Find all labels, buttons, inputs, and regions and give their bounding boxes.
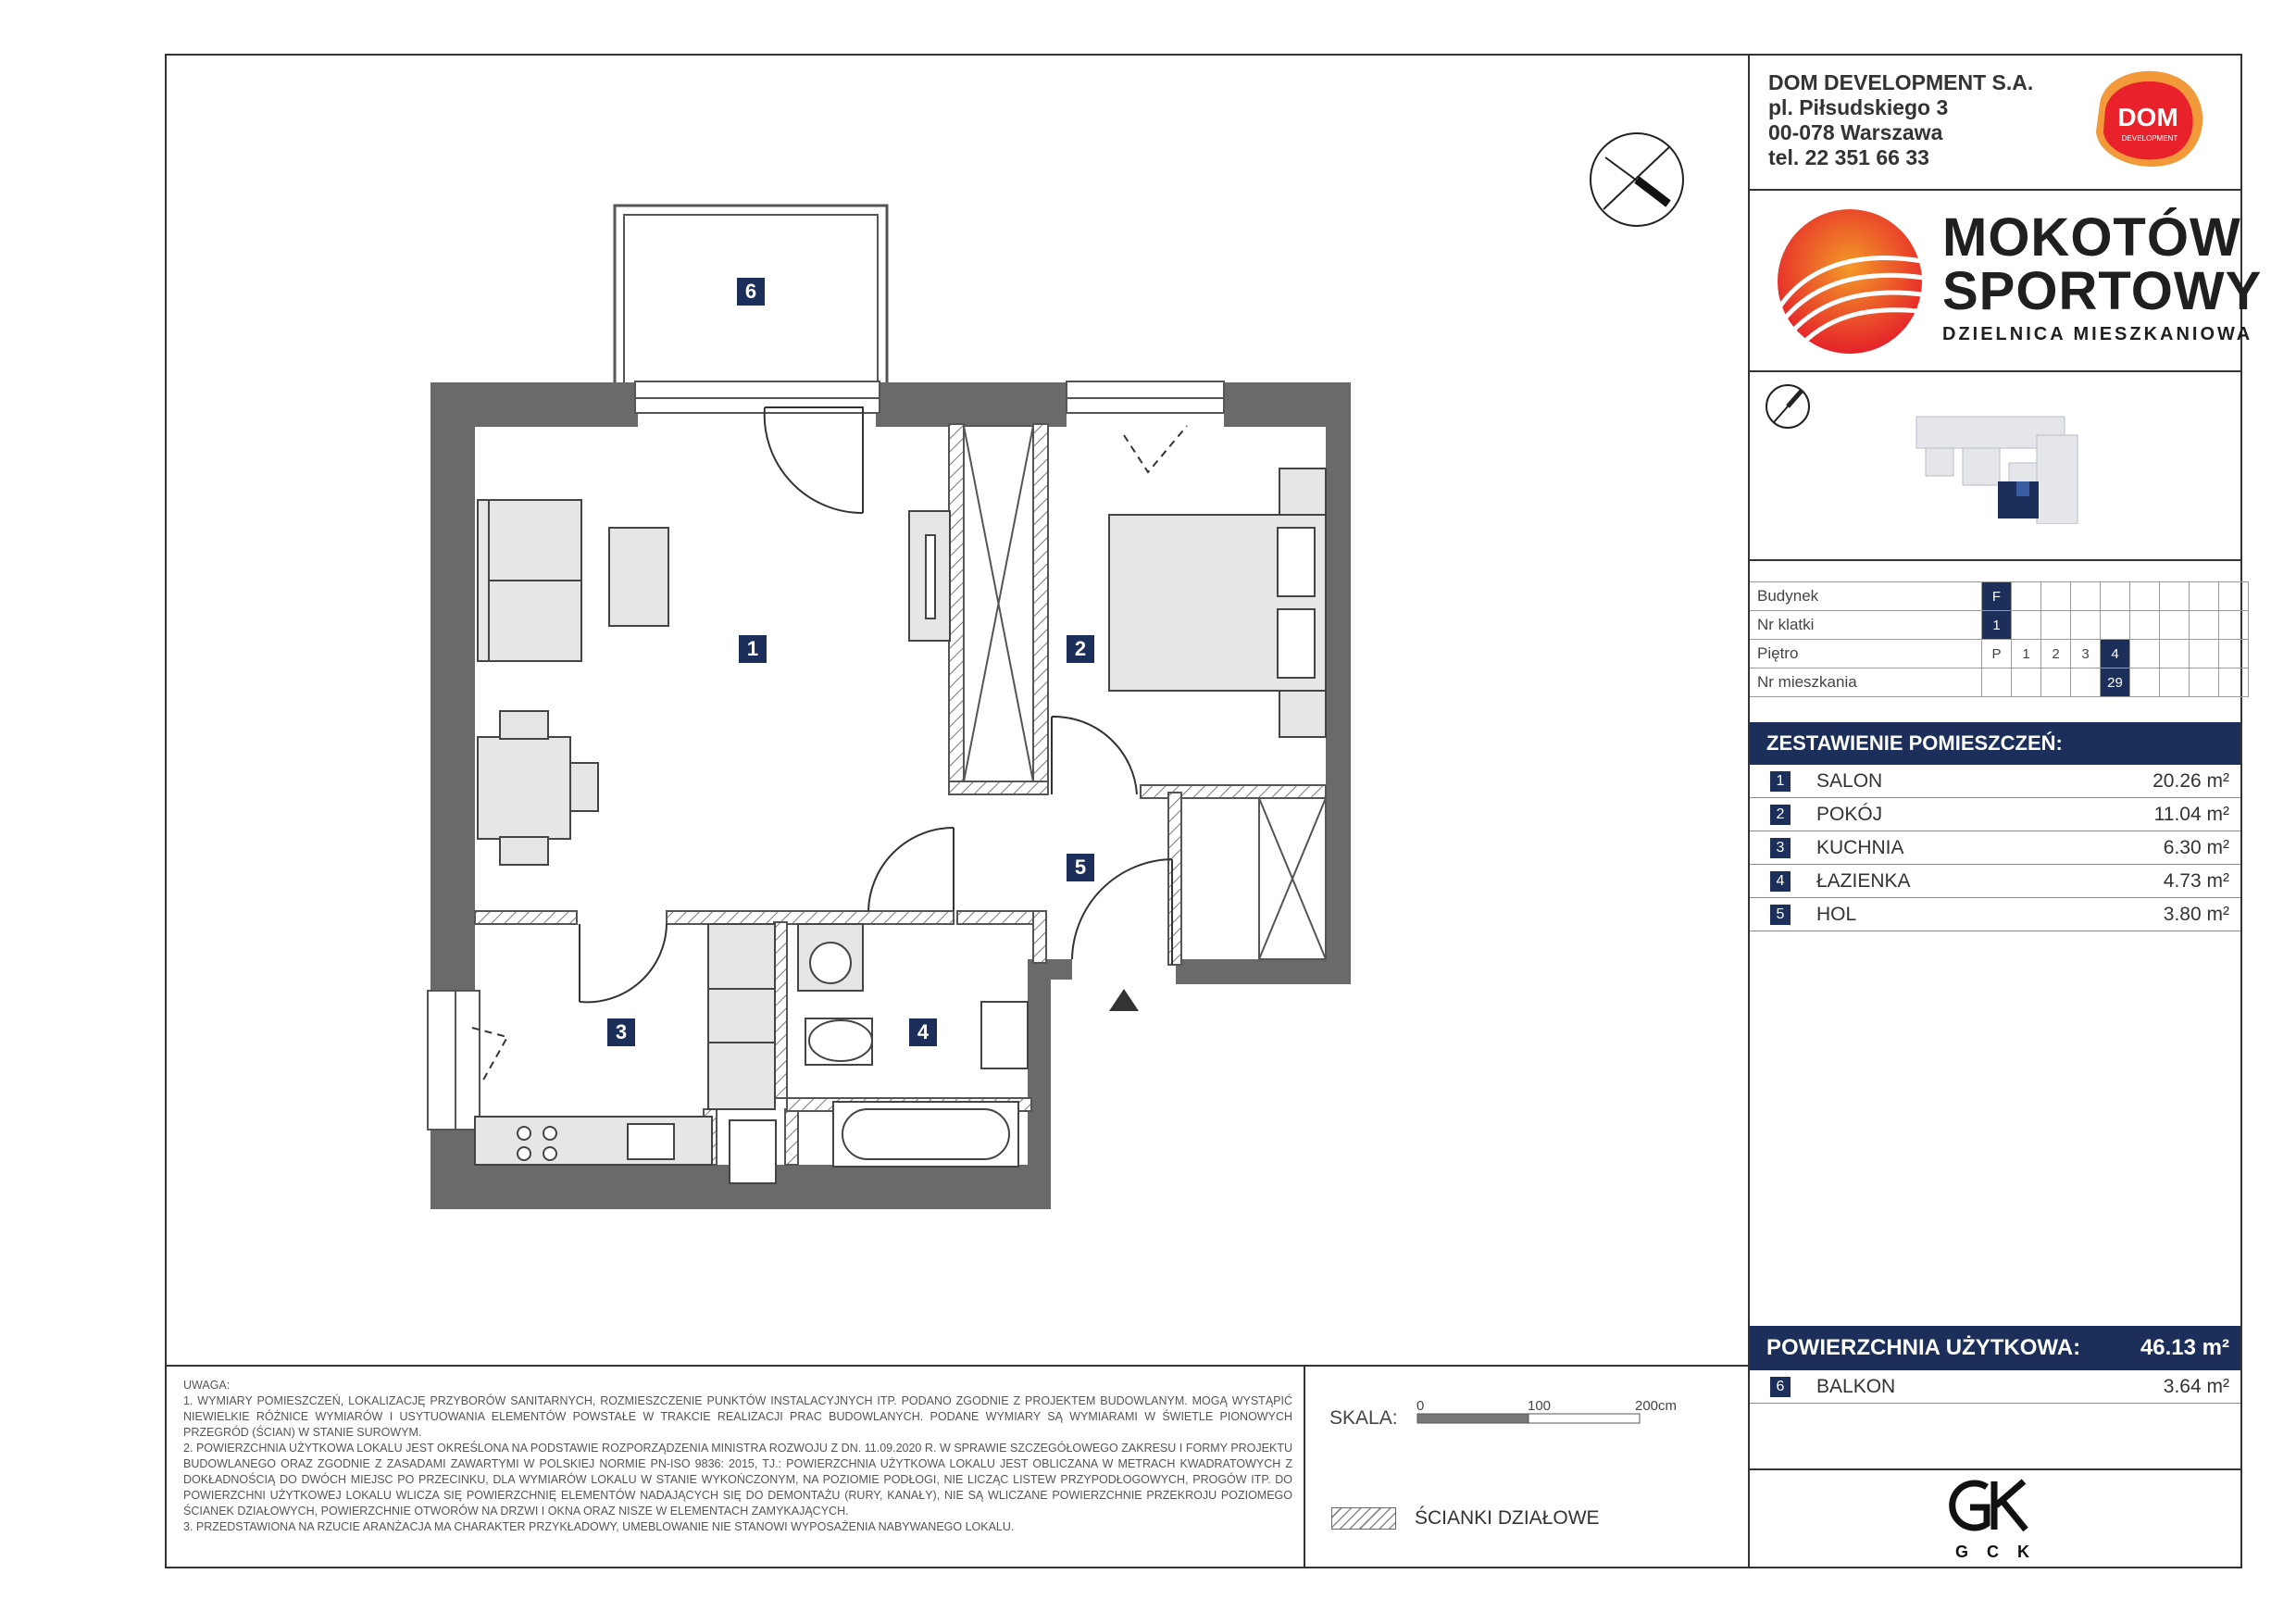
company-info [1768, 70, 2033, 170]
plan-label-3: 3 [607, 1018, 635, 1046]
floor-option-4: 4 [2101, 640, 2130, 668]
scale-label: SKALA: [1329, 1407, 1398, 1429]
room-name: SALON [1816, 770, 1883, 792]
floor-option-3: 3 [2071, 640, 2101, 668]
company-street: pl. Piłsudskiego 3 [1768, 95, 1949, 119]
apartment-value: 29 [2101, 668, 2130, 697]
room-row-pokoj [1750, 798, 2240, 831]
panel-hline-3 [1748, 559, 2242, 561]
room-area: 11.04 m² [2153, 804, 2229, 825]
room-row-lazienka [1750, 865, 2240, 898]
compass-icon [1587, 130, 1687, 230]
room-area: 20.26 m² [2152, 770, 2229, 792]
plan-label-5: 5 [1067, 854, 1094, 881]
wardrobes [964, 426, 1326, 959]
scale-tick-200: 200cm [1635, 1398, 1678, 1414]
floor-label: Piętro [1750, 640, 1982, 668]
furniture [475, 468, 1326, 1183]
room-number: 2 [1770, 805, 1791, 825]
scale-tick-0: 0 [1416, 1398, 1425, 1414]
room-area: 4.73 m² [2163, 870, 2229, 892]
company-city: 00-078 Warszawa [1768, 120, 1943, 144]
room-name: KUCHNIA [1816, 837, 1904, 858]
room-name: POKÓJ [1816, 804, 1883, 825]
rooms-header: ZESTAWIENIE POMIESZCZEŃ: [1750, 722, 2240, 765]
room-name: BALKON [1816, 1376, 1896, 1397]
dom-development-logo [2090, 67, 2207, 170]
scale-divider [1304, 1365, 1305, 1568]
total-area-bar [1750, 1326, 2240, 1370]
room-area: 3.64 m² [2163, 1376, 2229, 1397]
room-number: 3 [1770, 838, 1791, 858]
notes [183, 1378, 1292, 1535]
partition-wall-legend-text: ŚCIANKI DZIAŁOWE [1415, 1507, 1600, 1529]
gck-letters: GCK [1955, 1543, 2048, 1561]
room-row-hol [1750, 898, 2240, 931]
room-row-balkon [1750, 1370, 2240, 1404]
staircase-row [1750, 611, 2249, 640]
partition-wall-legend-swatch [1331, 1507, 1396, 1530]
room-area: 3.80 m² [2163, 904, 2229, 925]
room-row-kuchnia [1750, 831, 2240, 865]
notes-title: UWAGA: [183, 1379, 231, 1392]
gck-logo [1944, 1476, 2046, 1535]
scale-tick-100: 100 [1528, 1398, 1552, 1414]
notes-divider [165, 1365, 1750, 1367]
apartment-label: Nr mieszkania [1750, 668, 1982, 697]
brand-subtitle: DZIELNICA MIESZKANIOWA [1942, 324, 2253, 344]
panel-hline-1 [1748, 189, 2242, 191]
room-number: 4 [1770, 871, 1791, 892]
staircase-value: 1 [1982, 611, 2012, 640]
company-phone: tel. 22 351 66 33 [1768, 145, 1929, 169]
dom-logo-sub: DEVELOPMENT [2121, 134, 2178, 143]
plan-label-4: 4 [909, 1018, 937, 1046]
note-1: 1. WYMIARY POMIESZCZEŃ, LOKALIZACJĘ PRZYBORÓW SANITARNYCH, ROZMIESZCZENIE PUNKTÓW INSTALACYJNYCH ITP. PODANO ZGODNIE Z PROJEKTEM BUDOWLANYM. MOGĄ WYSTĄPIĆ NIEWIELKIE RÓŻNICE WYMIARÓW I USYTUOWANIA ELEMENTÓW POWSTAŁE W TRAKCIE REALIZACJI PRAC BUDOWLANYCH. PODANE WYMIARY SĄ WYMIARAMI W ŚWIETLE PIONOWYCH PRZEGRÓD (ŚCIAN) W STANIE SUROWYM. [183, 1394, 1292, 1439]
floor-option-2: 2 [2041, 640, 2071, 668]
room-number: 5 [1770, 905, 1791, 925]
floor-row [1750, 640, 2249, 668]
brand-line2: SPORTOWY [1942, 261, 2263, 321]
room-area: 6.30 m² [2163, 837, 2229, 858]
plan-label-6: 6 [737, 278, 765, 306]
mokotow-logo-mark [1774, 206, 1926, 357]
scale-bar [1416, 1413, 1659, 1426]
room-number: 6 [1770, 1377, 1791, 1397]
unit-info-table [1750, 581, 2249, 697]
plan-label-1: 1 [739, 635, 767, 663]
building-label: Budynek [1750, 582, 1982, 611]
floor-plan [426, 204, 1352, 1222]
note-2: 2. POWIERZCHNIA UŻYTKOWA LOKALU JEST OKREŚLONA NA PODSTAWIE ROZPORZĄDZENIA MINISTRA ROZWOJU Z DN. 11.09.2020 R. W SPRAWIE SZCZEGÓŁOWEGO ZAKRESU I FORMY PROJEKTU BUDOWLANEGO ORAZ ZGODNIE Z ZASADAMI ZAWARTYMI W POLSKIEJ NORMIE PN-ISO 9836: 2015, TJ.: POWIERZCHNIA UŻYTKOWA LOKALU JEST OBLICZANA W METRACH KWADRATOWYCH Z DOKŁADNOŚCIĄ DO DWÓCH MIEJSC PO PRZECINKU, DLA WYMIARÓW LOKALU W STANIE WYKOŃCZONYM, NA POZIOMIE PODŁOGI, NIE LICZĄC LISTEW PRZYPODŁOGOWYCH, PROGÓW ITP. DO POWIERZCHNI UŻYTKOWEJ LOKALU WLICZA SIĘ POWIERZCHNIĘ ELEMENTÓW NADAJĄCYCH SIĘ DO DEMONTAŻU (RURY, KANAŁY), NIE SĄ WLICZANE POWIERZCHNIE PRZEKROJU POZIOMEGO ŚCIANEK DZIAŁOWYCH, POWIERZCHNIE OTWORÓW NA DRZWI I OKNA ORAZ NISZE W ELEMENTACH ZAMYKAJĄCYCH. [183, 1442, 1292, 1518]
panel-hline-4 [1748, 1468, 2242, 1470]
total-area-label: POWIERZCHNIA UŻYTKOWA: [1766, 1335, 2081, 1360]
floor-option-1: 1 [2012, 640, 2041, 668]
brand-line1: MOKOTÓW [1942, 207, 2241, 268]
building-row [1750, 582, 2249, 611]
plan-label-2: 2 [1067, 635, 1094, 663]
dom-logo-text: DOM [2117, 103, 2178, 131]
panel-hline-2 [1748, 370, 2242, 372]
total-area-value: 46.13 m² [2140, 1335, 2229, 1360]
key-plan [1907, 407, 2092, 524]
room-row-salon [1750, 765, 2240, 798]
note-3: 3. PRZEDSTAWIONA NA RZUCIE ARANŻACJA MA CHARAKTER PRZYKŁADOWY, UMEBLOWANIE NIE STANOWI WYPOSAŻENIA NABYWANEGO LOKALU. [183, 1520, 1015, 1533]
room-name: ŁAZIENKA [1816, 870, 1911, 892]
room-name: HOL [1816, 904, 1857, 925]
mini-compass-icon [1765, 383, 1811, 430]
floor-option-p: P [1982, 640, 2012, 668]
brand-title [1942, 207, 2263, 321]
room-number: 1 [1770, 771, 1791, 792]
company-name: DOM DEVELOPMENT S.A. [1768, 70, 2034, 94]
apartment-row [1750, 668, 2249, 697]
building-value: F [1982, 582, 2012, 611]
entrance-icon [1109, 989, 1139, 1011]
staircase-label: Nr klatki [1750, 611, 1982, 640]
